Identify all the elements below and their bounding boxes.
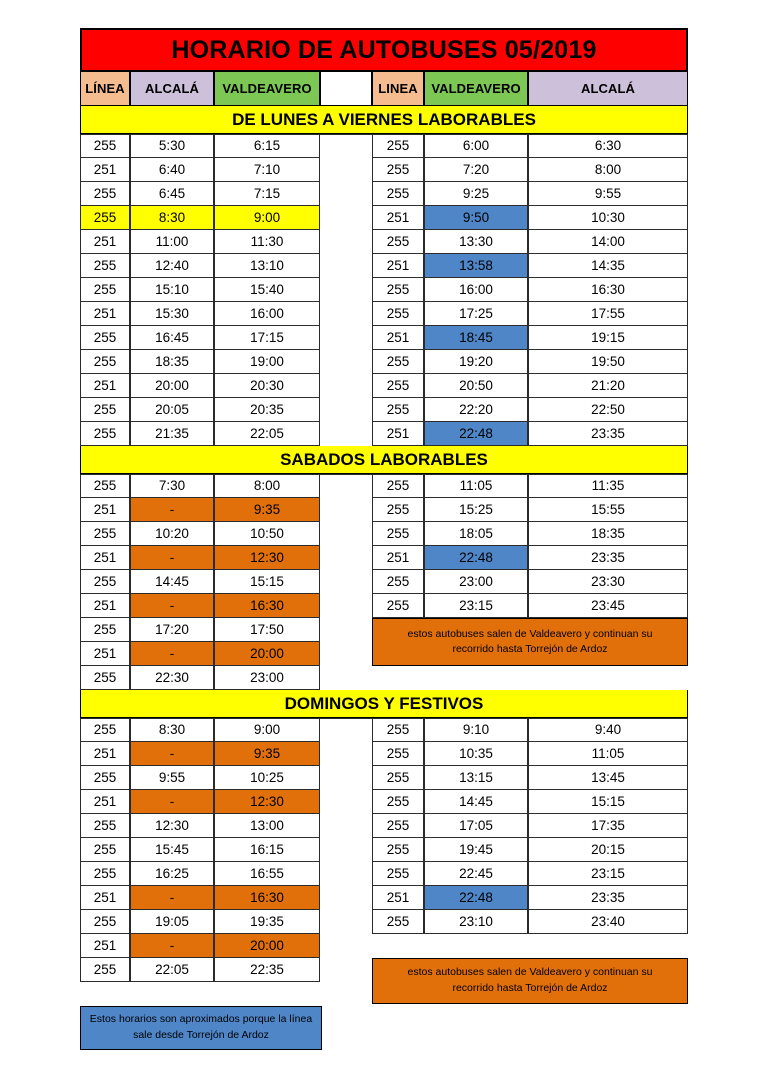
row-origin-left: - <box>130 594 214 618</box>
row-line-right: 251 <box>372 206 424 230</box>
row-dest-right: 23:35 <box>528 546 688 570</box>
row-dest-left: 10:25 <box>214 766 320 790</box>
row-dest-left: 20:35 <box>214 398 320 422</box>
table-row <box>80 570 688 594</box>
row-spacer <box>320 838 372 862</box>
row-dest-left: 17:50 <box>214 618 320 642</box>
row-origin-right: 23:10 <box>424 910 528 934</box>
row-origin-left: 20:00 <box>130 374 214 398</box>
row-origin-left: 19:05 <box>130 910 214 934</box>
orange-note-bottom <box>372 958 688 1004</box>
row-line-left: 255 <box>80 350 130 374</box>
row-dest-left: 11:30 <box>214 230 320 254</box>
row-origin-left: 15:30 <box>130 302 214 326</box>
row-origin-right: 17:05 <box>424 814 528 838</box>
row-origin-right: 22:48 <box>424 546 528 570</box>
page-title-text: HORARIO DE AUTOBUSES 05/2019 <box>171 35 597 64</box>
row-dest-left: 15:40 <box>214 278 320 302</box>
row-dest-left: 16:55 <box>214 862 320 886</box>
row-spacer <box>320 570 372 594</box>
row-spacer <box>320 862 372 886</box>
orange-note-bottom-line1: estos autobuses salen de Valdeavero y continuan su <box>407 966 653 979</box>
row-origin-left: 21:35 <box>130 422 214 446</box>
row-line-left: 255 <box>80 254 130 278</box>
row-dest-right: 9:40 <box>528 718 688 742</box>
row-origin-right: 15:25 <box>424 498 528 522</box>
row-dest-right: 23:30 <box>528 570 688 594</box>
row-spacer <box>320 422 372 446</box>
row-line-left: 255 <box>80 474 130 498</box>
row-line-left: 251 <box>80 934 130 958</box>
row-line-left: 251 <box>80 230 130 254</box>
row-origin-right: 13:30 <box>424 230 528 254</box>
row-dest-left: 7:15 <box>214 182 320 206</box>
row-line-right: 255 <box>372 230 424 254</box>
row-dest-left: 16:30 <box>214 594 320 618</box>
row-line-left: 251 <box>80 546 130 570</box>
row-dest-left: 19:00 <box>214 350 320 374</box>
row-dest-right: 8:00 <box>528 158 688 182</box>
row-origin-left: - <box>130 642 214 666</box>
row-origin-left: 7:30 <box>130 474 214 498</box>
row-dest-left: 16:00 <box>214 302 320 326</box>
row-dest-right: 21:20 <box>528 374 688 398</box>
row-origin-left: 16:25 <box>130 862 214 886</box>
row-origin-right: 23:15 <box>424 594 528 618</box>
row-dest-right: 14:35 <box>528 254 688 278</box>
blue-note-bottom-line1: Estos horarios son aproximados porque la línea <box>89 1013 313 1026</box>
row-line-left: 255 <box>80 838 130 862</box>
inline-note-line2: recorrido hasta Torrejón de Ardoz <box>452 643 608 655</box>
row-dest-right: 23:35 <box>528 422 688 446</box>
row-line-left: 251 <box>80 302 130 326</box>
row-origin-right: 7:20 <box>424 158 528 182</box>
table-row <box>80 910 688 934</box>
table-row <box>80 158 688 182</box>
row-origin-right: 19:20 <box>424 350 528 374</box>
row-origin-right: 6:00 <box>424 134 528 158</box>
row-dest-right: 23:40 <box>528 910 688 934</box>
table-row <box>80 206 688 230</box>
table-row <box>80 718 688 742</box>
row-empty-right <box>372 642 688 666</box>
row-origin-left: 12:30 <box>130 814 214 838</box>
row-origin-left: 22:05 <box>130 958 214 982</box>
row-spacer <box>320 766 372 790</box>
sections-container <box>80 106 688 982</box>
row-origin-right: 16:00 <box>424 278 528 302</box>
row-dest-right: 14:00 <box>528 230 688 254</box>
section-title-saturdays <box>80 446 688 474</box>
row-dest-left: 20:30 <box>214 374 320 398</box>
row-dest-right: 11:05 <box>528 742 688 766</box>
row-spacer <box>320 278 372 302</box>
column-header-linea-right: LINEA <box>372 72 424 106</box>
column-header-alcala-right: ALCALÁ <box>528 72 688 106</box>
row-origin-right: 9:50 <box>424 206 528 230</box>
row-dest-right: 15:55 <box>528 498 688 522</box>
row-spacer <box>320 594 372 618</box>
row-line-left: 255 <box>80 618 130 642</box>
row-origin-right: 9:25 <box>424 182 528 206</box>
row-spacer <box>320 742 372 766</box>
row-line-right: 251 <box>372 326 424 350</box>
row-dest-right: 23:35 <box>528 886 688 910</box>
row-line-left: 251 <box>80 642 130 666</box>
row-origin-left: 6:40 <box>130 158 214 182</box>
row-dest-right: 16:30 <box>528 278 688 302</box>
row-line-right: 255 <box>372 522 424 546</box>
row-origin-left: 10:20 <box>130 522 214 546</box>
table-row <box>80 886 688 910</box>
row-line-left: 251 <box>80 742 130 766</box>
row-dest-left: 19:35 <box>214 910 320 934</box>
row-line-right: 251 <box>372 254 424 278</box>
row-dest-right: 19:50 <box>528 350 688 374</box>
row-spacer <box>320 718 372 742</box>
row-dest-left: 12:30 <box>214 790 320 814</box>
row-line-right: 255 <box>372 570 424 594</box>
table-row <box>80 546 688 570</box>
section-title-text: DOMINGOS Y FESTIVOS <box>284 694 484 713</box>
row-line-right: 255 <box>372 278 424 302</box>
row-spacer <box>320 134 372 158</box>
row-origin-left: 11:00 <box>130 230 214 254</box>
row-origin-right: 23:00 <box>424 570 528 594</box>
row-line-right: 255 <box>372 134 424 158</box>
row-line-right: 255 <box>372 814 424 838</box>
row-spacer <box>320 790 372 814</box>
row-spacer <box>320 302 372 326</box>
row-dest-left: 20:00 <box>214 642 320 666</box>
row-origin-left: 8:30 <box>130 718 214 742</box>
row-line-left: 255 <box>80 398 130 422</box>
blue-note-bottom <box>80 1006 322 1050</box>
row-dest-left: 16:15 <box>214 838 320 862</box>
row-dest-right: 6:30 <box>528 134 688 158</box>
table-row <box>80 422 688 446</box>
row-line-left: 255 <box>80 422 130 446</box>
row-origin-left: 6:45 <box>130 182 214 206</box>
row-line-left: 251 <box>80 886 130 910</box>
row-empty-right <box>372 934 688 958</box>
row-line-right: 255 <box>372 350 424 374</box>
row-origin-left: 20:05 <box>130 398 214 422</box>
timetable-board <box>80 28 688 982</box>
row-spacer <box>320 522 372 546</box>
table-row <box>80 302 688 326</box>
row-dest-left: 15:15 <box>214 570 320 594</box>
row-origin-left: - <box>130 546 214 570</box>
rows-saturdays <box>80 474 688 690</box>
row-origin-left: - <box>130 934 214 958</box>
row-origin-left: 5:30 <box>130 134 214 158</box>
row-dest-left: 22:35 <box>214 958 320 982</box>
row-origin-left: 14:45 <box>130 570 214 594</box>
row-dest-left: 9:00 <box>214 206 320 230</box>
row-spacer <box>320 666 372 690</box>
table-row <box>80 790 688 814</box>
rows-weekdays <box>80 134 688 446</box>
section-sundays <box>80 690 688 982</box>
row-line-left: 255 <box>80 206 130 230</box>
row-dest-right: 23:15 <box>528 862 688 886</box>
row-dest-right: 23:45 <box>528 594 688 618</box>
column-header-spacer <box>320 72 372 106</box>
row-origin-left: 15:10 <box>130 278 214 302</box>
orange-note-bottom-line2: recorrido hasta Torrejón de Ardoz <box>452 982 608 994</box>
row-line-left: 255 <box>80 278 130 302</box>
row-line-left: 251 <box>80 158 130 182</box>
row-spacer <box>320 182 372 206</box>
row-line-left: 255 <box>80 766 130 790</box>
row-line-right: 255 <box>372 498 424 522</box>
table-row <box>80 134 688 158</box>
row-line-left: 255 <box>80 570 130 594</box>
table-row <box>80 814 688 838</box>
row-spacer <box>320 398 372 422</box>
row-dest-right: 18:35 <box>528 522 688 546</box>
row-origin-left: 12:40 <box>130 254 214 278</box>
table-row <box>80 666 688 690</box>
table-row <box>80 374 688 398</box>
row-line-left: 255 <box>80 182 130 206</box>
column-header-row <box>80 72 688 106</box>
row-dest-right: 17:55 <box>528 302 688 326</box>
row-spacer <box>320 910 372 934</box>
row-spacer <box>320 958 372 982</box>
row-dest-left: 13:00 <box>214 814 320 838</box>
row-line-left: 255 <box>80 910 130 934</box>
row-dest-left: 9:35 <box>214 742 320 766</box>
row-origin-right: 9:10 <box>424 718 528 742</box>
table-row <box>80 182 688 206</box>
row-origin-left: - <box>130 790 214 814</box>
row-line-left: 255 <box>80 522 130 546</box>
column-header-valdeavero-right: VALDEAVERO <box>424 72 528 106</box>
row-origin-right: 22:48 <box>424 422 528 446</box>
row-line-right: 251 <box>372 422 424 446</box>
row-line-left: 251 <box>80 790 130 814</box>
table-row <box>80 522 688 546</box>
row-origin-left: 15:45 <box>130 838 214 862</box>
row-line-right: 255 <box>372 594 424 618</box>
row-line-left: 251 <box>80 374 130 398</box>
column-header-valdeavero-left: VALDEAVERO <box>214 72 320 106</box>
table-row <box>80 594 688 618</box>
section-weekdays <box>80 106 688 446</box>
blue-note-bottom-line2: sale desde Torrejón de Ardoz <box>133 1029 269 1041</box>
table-row <box>80 642 688 666</box>
row-line-right: 255 <box>372 182 424 206</box>
row-dest-right: 22:50 <box>528 398 688 422</box>
row-dest-right: 19:15 <box>528 326 688 350</box>
row-dest-left: 23:00 <box>214 666 320 690</box>
row-line-right: 251 <box>372 886 424 910</box>
row-origin-right: 22:48 <box>424 886 528 910</box>
row-dest-left: 16:30 <box>214 886 320 910</box>
row-origin-right: 18:05 <box>424 522 528 546</box>
table-row <box>80 254 688 278</box>
page-title <box>80 28 688 72</box>
row-dest-left: 20:00 <box>214 934 320 958</box>
row-spacer <box>320 158 372 182</box>
row-line-right: 255 <box>372 838 424 862</box>
row-dest-left: 17:15 <box>214 326 320 350</box>
rows-sundays <box>80 718 688 982</box>
row-origin-left: 17:20 <box>130 618 214 642</box>
row-line-left: 255 <box>80 134 130 158</box>
row-line-left: 255 <box>80 814 130 838</box>
table-row <box>80 766 688 790</box>
row-origin-right: 18:45 <box>424 326 528 350</box>
table-row <box>80 230 688 254</box>
row-empty-right <box>372 666 688 690</box>
row-origin-left: 18:35 <box>130 350 214 374</box>
row-dest-left: 8:00 <box>214 474 320 498</box>
row-spacer <box>320 350 372 374</box>
row-origin-right: 13:58 <box>424 254 528 278</box>
row-spacer <box>320 206 372 230</box>
row-spacer <box>320 814 372 838</box>
row-dest-left: 7:10 <box>214 158 320 182</box>
row-origin-right: 11:05 <box>424 474 528 498</box>
row-spacer <box>320 934 372 958</box>
inline-note-line1: estos autobuses salen de Valdeavero y continuan su <box>407 627 653 640</box>
row-spacer <box>320 618 372 642</box>
row-line-right: 255 <box>372 766 424 790</box>
row-line-right: 251 <box>372 546 424 570</box>
row-dest-right: 9:55 <box>528 182 688 206</box>
table-row <box>80 350 688 374</box>
row-dest-right: 11:35 <box>528 474 688 498</box>
row-origin-left: 16:45 <box>130 326 214 350</box>
section-title-weekdays <box>80 106 688 134</box>
row-origin-right: 17:25 <box>424 302 528 326</box>
row-origin-right: 13:15 <box>424 766 528 790</box>
row-origin-left: - <box>130 742 214 766</box>
table-row <box>80 498 688 522</box>
row-origin-right: 10:35 <box>424 742 528 766</box>
table-row <box>80 278 688 302</box>
row-dest-left: 22:05 <box>214 422 320 446</box>
row-dest-left: 9:35 <box>214 498 320 522</box>
row-spacer <box>320 326 372 350</box>
row-spacer <box>320 642 372 666</box>
row-line-right: 255 <box>372 790 424 814</box>
row-origin-left: 22:30 <box>130 666 214 690</box>
row-spacer <box>320 498 372 522</box>
row-line-left: 255 <box>80 326 130 350</box>
row-line-left: 255 <box>80 958 130 982</box>
table-row <box>80 862 688 886</box>
row-origin-left: 9:55 <box>130 766 214 790</box>
section-title-text: SABADOS LABORABLES <box>280 450 488 469</box>
row-dest-right: 10:30 <box>528 206 688 230</box>
row-line-left: 251 <box>80 498 130 522</box>
row-origin-right: 22:45 <box>424 862 528 886</box>
row-spacer <box>320 474 372 498</box>
row-spacer <box>320 886 372 910</box>
row-line-left: 255 <box>80 718 130 742</box>
row-origin-left: - <box>130 498 214 522</box>
row-dest-left: 6:15 <box>214 134 320 158</box>
row-line-left: 255 <box>80 862 130 886</box>
row-dest-right: 13:45 <box>528 766 688 790</box>
row-line-right: 255 <box>372 398 424 422</box>
row-line-right: 255 <box>372 374 424 398</box>
row-dest-left: 9:00 <box>214 718 320 742</box>
row-dest-left: 12:30 <box>214 546 320 570</box>
row-line-left: 251 <box>80 594 130 618</box>
section-title-text: DE LUNES A VIERNES LABORABLES <box>232 110 536 129</box>
column-header-alcala-left: ALCALÁ <box>130 72 214 106</box>
row-line-right: 255 <box>372 742 424 766</box>
table-row <box>80 838 688 862</box>
row-dest-right: 17:35 <box>528 814 688 838</box>
row-line-right: 255 <box>372 718 424 742</box>
row-line-right: 255 <box>372 910 424 934</box>
row-origin-right: 19:45 <box>424 838 528 862</box>
row-origin-right: 20:50 <box>424 374 528 398</box>
row-origin-right: 14:45 <box>424 790 528 814</box>
row-line-left: 255 <box>80 666 130 690</box>
row-spacer <box>320 374 372 398</box>
row-dest-right: 15:15 <box>528 790 688 814</box>
row-origin-right: 22:20 <box>424 398 528 422</box>
row-line-right: 255 <box>372 474 424 498</box>
row-origin-left: - <box>130 886 214 910</box>
row-dest-left: 10:50 <box>214 522 320 546</box>
row-origin-left: 8:30 <box>130 206 214 230</box>
row-line-right: 255 <box>372 302 424 326</box>
row-line-right: 255 <box>372 862 424 886</box>
table-row <box>80 742 688 766</box>
section-saturdays <box>80 446 688 690</box>
section-title-sundays <box>80 690 688 718</box>
table-row <box>80 326 688 350</box>
row-dest-left: 13:10 <box>214 254 320 278</box>
row-line-right: 255 <box>372 158 424 182</box>
column-header-linea-left: LÍNEA <box>80 72 130 106</box>
table-row <box>80 934 688 958</box>
row-spacer <box>320 230 372 254</box>
table-row <box>80 474 688 498</box>
row-spacer <box>320 546 372 570</box>
table-row <box>80 398 688 422</box>
row-spacer <box>320 254 372 278</box>
row-dest-right: 20:15 <box>528 838 688 862</box>
